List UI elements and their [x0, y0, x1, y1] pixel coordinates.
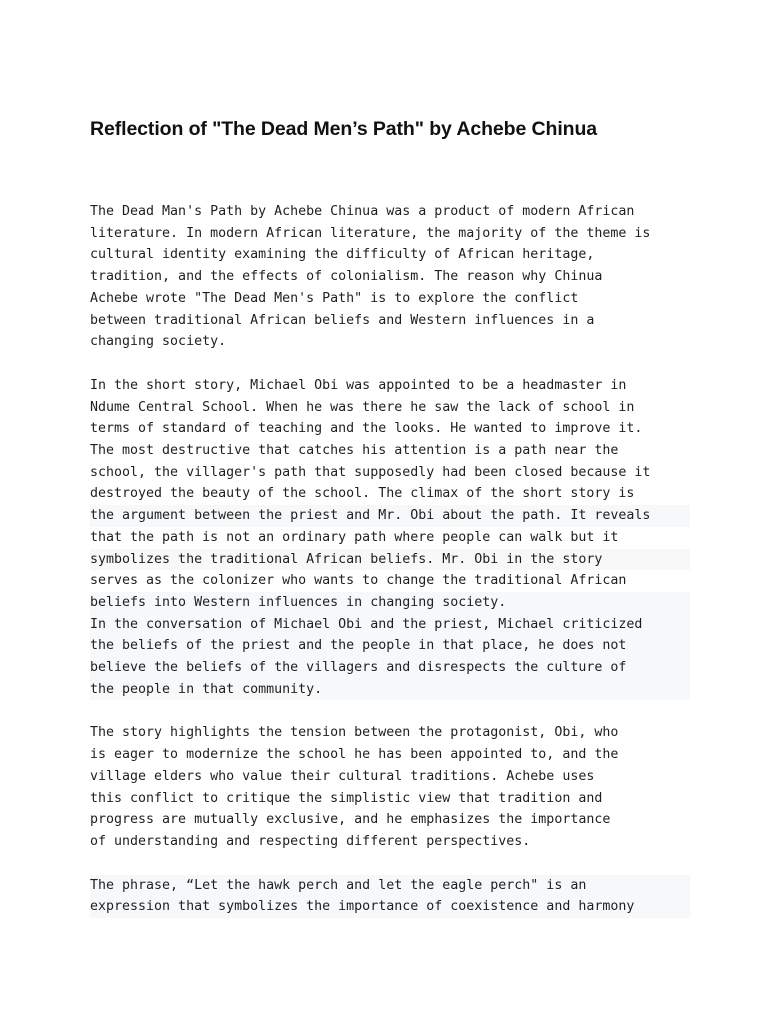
text-line: is eager to modernize the school he has been appointed to, and the — [90, 747, 619, 763]
text-line: the argument between the priest and Mr. Obi about the path. It reveals — [90, 505, 690, 527]
text-line: The most destructive that catches his attention is a path near the — [90, 443, 619, 459]
text-line: school, the villager's path that supposedly had been closed because it — [90, 464, 651, 480]
text-line: terms of standard of teaching and the looks. He wanted to improve it. — [90, 421, 643, 437]
document-body — [90, 201, 690, 940]
text-line: village elders who value their cultural traditions. Achebe uses — [90, 768, 595, 784]
text-line: Achebe wrote "The Dead Men's Path" is to explore the conflict — [90, 290, 579, 306]
text-line: beliefs into Western influences in changing society. — [90, 592, 690, 614]
text-line: believe the beliefs of the villagers and disrespects the culture of — [90, 657, 690, 679]
paragraph-4 — [90, 875, 690, 918]
text-line: Ndume Central School. When he was there he saw the lack of school in — [90, 399, 635, 415]
text-line: that the path is not an ordinary path where people can walk but it — [90, 529, 619, 545]
text-line: between traditional African beliefs and Western influences in a — [90, 312, 595, 328]
text-line: literature. In modern African literature, the majority of the theme is — [90, 225, 651, 241]
text-line: of understanding and respecting different perspectives. — [90, 833, 531, 849]
text-line: changing society. — [90, 334, 227, 350]
text-line: expression that symbolizes the importance of coexistence and harmony — [90, 896, 690, 918]
text-line: The phrase, “Let the hawk perch and let the eagle perch" is an — [90, 875, 690, 897]
text-line: In the short story, Michael Obi was appointed to be a headmaster in — [90, 377, 627, 393]
paragraph-3 — [90, 722, 690, 852]
paragraph-1 — [90, 201, 690, 353]
text-line: serves as the colonizer who wants to change the traditional African — [90, 573, 627, 589]
text-line: The Dead Man's Path by Achebe Chinua was a product of modern African — [90, 204, 635, 219]
text-line: In the conversation of Michael Obi and the priest, Michael criticized — [90, 614, 690, 636]
text-line: progress are mutually exclusive, and he emphasizes the importance — [90, 812, 611, 828]
text-line: symbolizes the traditional African beliefs. Mr. Obi in the story — [90, 549, 690, 571]
text-line: the beliefs of the priest and the people in that place, he does not — [90, 635, 690, 657]
text-line: tradition, and the effects of colonialism. The reason why Chinua — [90, 269, 603, 285]
text-line: destroyed the beauty of the school. The climax of the short story is — [90, 486, 635, 502]
text-line: The story highlights the tension between the protagonist, Obi, who — [90, 725, 619, 741]
text-line: this conflict to critique the simplistic view that tradition and — [90, 790, 603, 806]
text-line: cultural identity examining the difficulty of African heritage, — [90, 247, 595, 263]
paragraph-2 — [90, 375, 690, 701]
text-line: the people in that community. — [90, 679, 690, 701]
document-title: Reflection of "The Dead Men’s Path" by Achebe Chinua — [90, 118, 597, 140]
